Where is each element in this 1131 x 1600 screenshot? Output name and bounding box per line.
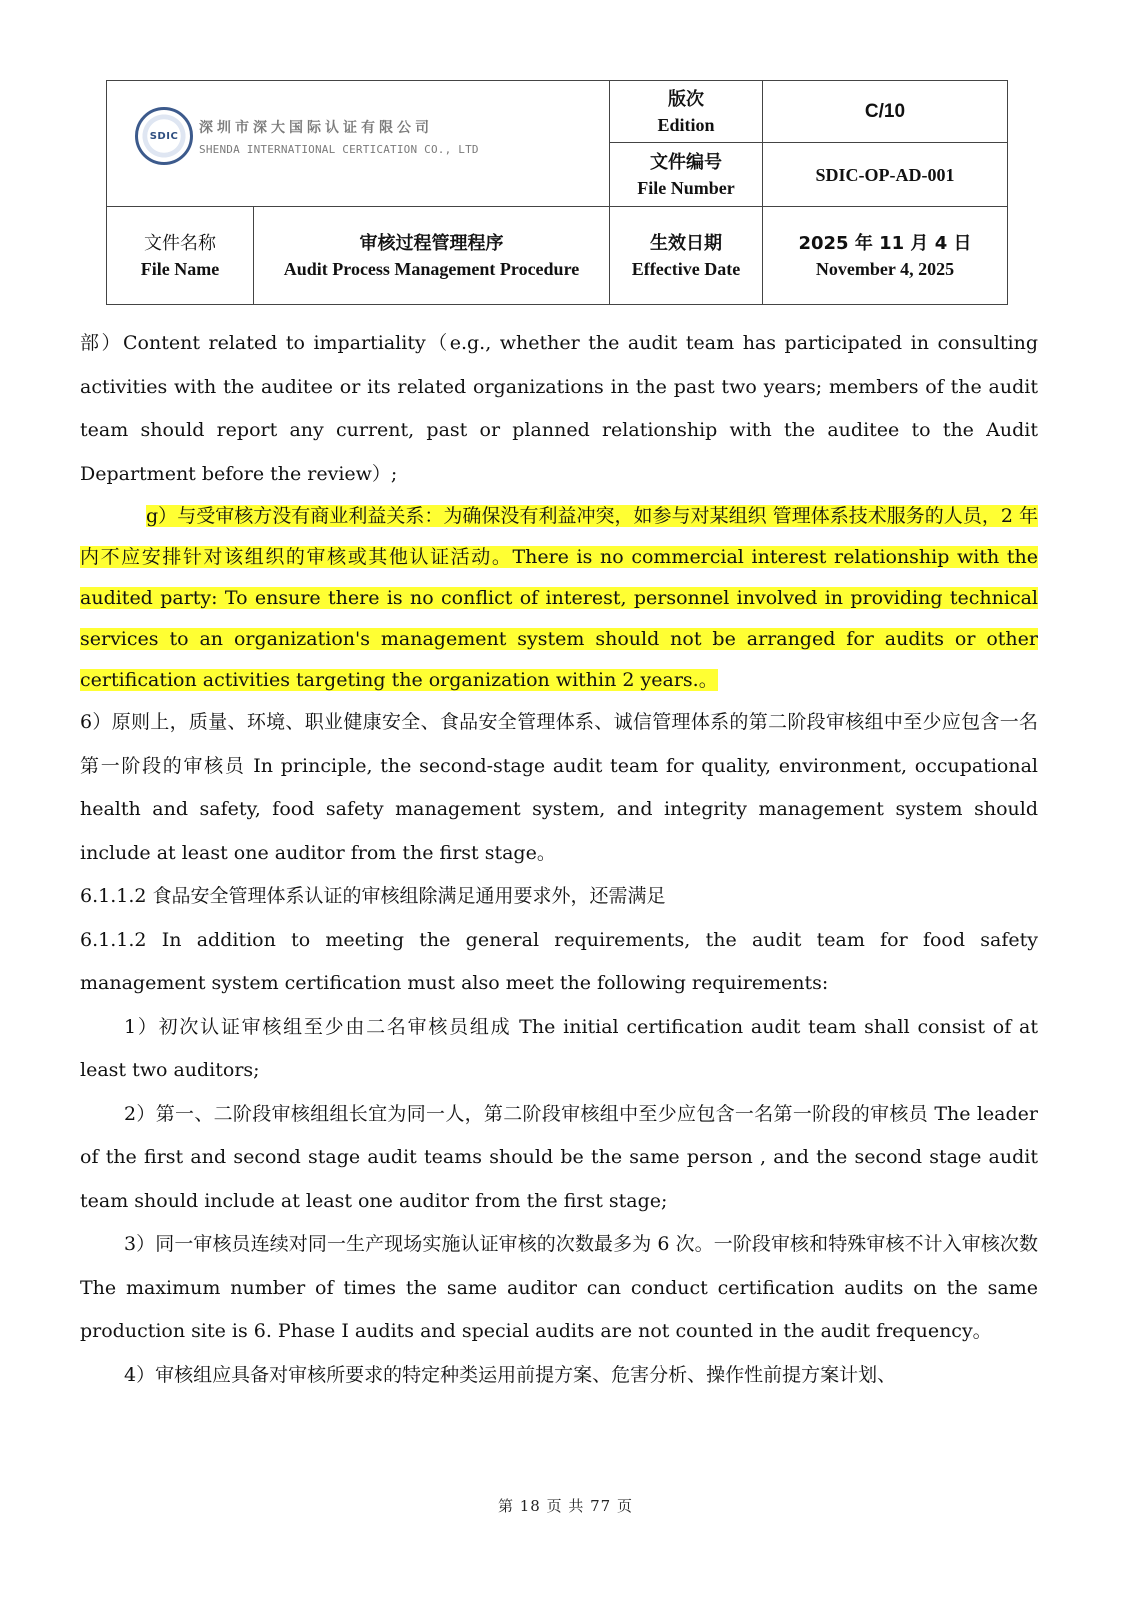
file-name-value-en: Audit Process Management Procedure	[283, 258, 580, 279]
paragraph-item-g-highlighted	[80, 496, 1038, 701]
file-number-label-cn: 文件编号	[650, 151, 722, 173]
company-logo	[135, 107, 479, 165]
edition-label-en: Edition	[657, 114, 715, 135]
effective-date-label-en: Effective Date	[631, 258, 741, 279]
file-number-value-cell	[763, 143, 1008, 207]
effective-date-label-cn: 生效日期	[650, 232, 722, 254]
file-name-label-cn: 文件名称	[144, 232, 216, 254]
file-name-label-cell	[107, 207, 254, 305]
edition-label-cn: 版次	[668, 88, 704, 110]
edition-value: C/10	[864, 100, 906, 122]
company-logo-cell	[107, 81, 610, 207]
file-number-label-cell	[610, 143, 763, 207]
section-heading-6-1-1-2-cn: 6.1.1.2 食品安全管理体系认证的审核组除满足通用要求外，还需满足	[80, 885, 666, 907]
file-name-value-cell	[254, 207, 610, 305]
file-name-label-en: File Name	[140, 258, 220, 279]
list-item-4: 4）审核组应具备对审核所要求的特定种类运用前提方案、危害分析、操作性前提方案计划、	[124, 1363, 897, 1386]
file-number-value: SDIC-OP-AD-001	[815, 164, 955, 185]
highlighted-text: g）与受审核方没有商业利益关系：为确保没有利益冲突，如参与对某组织 管理体系技术服务的人员，2 年内不应安排针对该组织的审核或其他认证活动。There is no commercial interest relationship with the audited party: To ensure there is no conflict of interest, personnel involved in providing technical services to an organization's management system should not be arranged for audits or other certification activities targeting the organization within 2 years.。	[80, 505, 1038, 691]
file-name-value-cn: 审核过程管理程序	[359, 232, 504, 254]
company-name-en: SHENDA INTERNATIONAL CERTICATION CO., LTD	[199, 142, 479, 156]
edition-value-cell	[763, 81, 1008, 143]
list-item-1: 1）初次认证审核组至少由二名审核员组成 The initial certification audit team shall consist of at least two auditors;	[80, 1015, 1038, 1081]
paragraph-item-6: 6）原则上，质量、环境、职业健康安全、食品安全管理体系、诚信管理体系的第二阶段审核组中至少应包含一名第一阶段的审核员 In principle, the second-stage audit team for quality, environment, occupational health and safety, food safety management system, and integrity management system should include at least one auditor from the first stage。	[80, 711, 1038, 864]
document-body	[80, 322, 1038, 1397]
logo-abbr: SDIC	[149, 130, 179, 142]
file-number-label-en: File Number	[637, 177, 735, 198]
page-footer: 第 18 页 共 77 页	[497, 1497, 633, 1515]
section-heading-6-1-1-2-en: 6.1.1.2 In addition to meeting the general requirements, the audit team for food safety management system certification must also meet the following requirements:	[80, 928, 1038, 994]
effective-date-value-en: November 4, 2025	[815, 258, 955, 279]
effective-date-value-cell	[763, 207, 1008, 305]
paragraph-impartiality: 部）Content related to impartiality（e.g., whether the audit team has participated in consulting activities with the auditee or its related organizations in the past two years; members of the audit team should report any current, past or planned relationship with the auditee to the Audit Department before the review）;	[80, 332, 1038, 485]
effective-date-label-cell	[610, 207, 763, 305]
company-name-cn: 深圳市深大国际认证有限公司	[199, 119, 433, 136]
list-item-2: 2）第一、二阶段审核组组长宜为同一人，第二阶段审核组中至少应包含一名第一阶段的审核员 The leader of the first and second stage audit teams should be the same person , and the second stage audit team should include at least one auditor from the first stage;	[80, 1102, 1038, 1212]
list-item-3: 3）同一审核员连续对同一生产现场实施认证审核的次数最多为 6 次。一阶段审核和特殊审核不计入审核次数 The maximum number of times the same auditor can conduct certification audits on the same production site is 6. Phase I audits and special audits are not counted in the audit frequency。	[80, 1233, 1038, 1342]
edition-label-cell	[610, 81, 763, 143]
document-header-table	[106, 80, 1008, 305]
sdic-logo-icon	[135, 107, 193, 165]
effective-date-value-cn: 2025 年 11 月 4 日	[798, 232, 972, 254]
